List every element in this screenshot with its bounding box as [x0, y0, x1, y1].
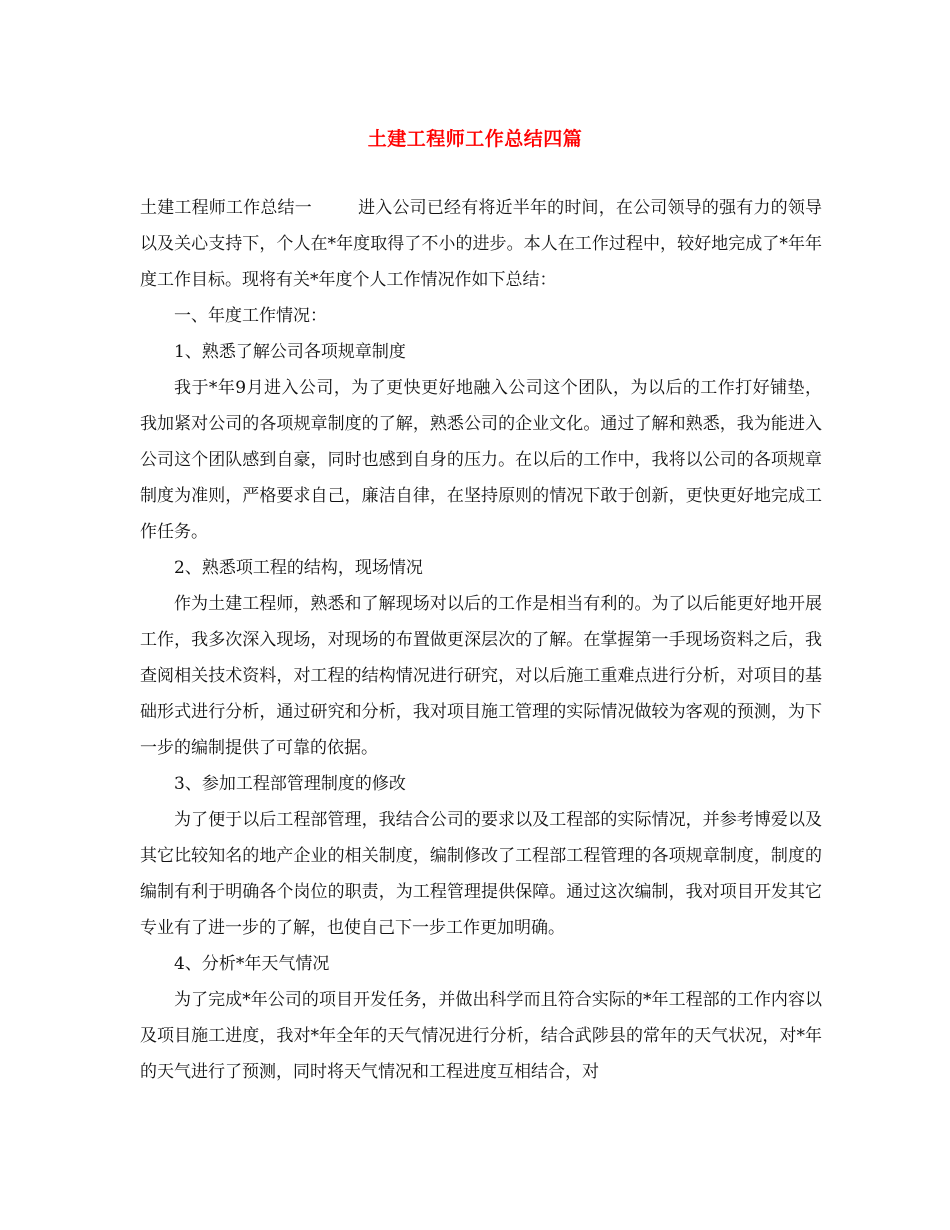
subsection-heading: 4、分析*年天气情况	[174, 954, 330, 974]
intro-paragraph	[140, 190, 822, 298]
document-title: 土建工程师工作总结四篇	[367, 128, 583, 150]
subsection-heading: 3、参加工程部管理制度的修改	[174, 774, 406, 794]
paragraph: 为了便于以后工程部管理，我结合公司的要求以及工程部的实际情况，并参考博爱以及其它比较知名的地产企业的相关制度，编制修改了工程部工程管理的各项规章制度，制度的编制有利于明确各个岗位的职责，为工程管理提供保障。通过这次编制，我对项目开发其它专业有了进一步的了解，也使自己下一步工作更加明确。	[140, 810, 822, 938]
subsection-heading: 1、熟悉了解公司各项规章制度	[174, 342, 406, 362]
section-heading: 一、年度工作情况：	[174, 306, 327, 326]
section-label: 土建工程师工作总结一	[140, 198, 312, 218]
document-body	[140, 190, 822, 1090]
paragraph: 为了完成*年公司的项目开发任务，并做出科学而且符合实际的*年工程部的工作内容以及项目施工进度，我对*年全年的天气情况进行分析，结合武陟县的常年的天气状况，对*年的天气进行了预测，同时将天气情况和工程进度互相结合，对	[140, 990, 822, 1082]
subsection-heading: 2、熟悉项工程的结构，现场情况	[174, 558, 423, 578]
paragraph: 我于*年9月进入公司，为了更快更好地融入公司这个团队，为以后的工作打好铺垫，我加紧对公司的各项规章制度的了解，熟悉公司的企业文化。通过了解和熟悉，我为能进入公司这个团队感到自豪，同时也感到自身的压力。在以后的工作中，我将以公司的各项规章制度为准则，严格要求自己，廉洁自律，在坚持原则的情况下敢于创新，更快更好地完成工作任务。	[140, 378, 822, 542]
paragraph-text: 进入公司已经有将近半年的时间，在公司领导的强有力的领导以及关心支持下，个人在*年度取得了不小的进步。本人在工作过程中，较好地完成了*年年度工作目标。现将有关*年度个人工作情况作如下总结：	[140, 198, 823, 290]
paragraph: 作为土建工程师，熟悉和了解现场对以后的工作是相当有利的。为了以后能更好地开展工作，我多次深入现场，对现场的布置做更深层次的了解。在掌握第一手现场资料之后，我查阅相关技术资料，对工程的结构情况进行研究，对以后施工重难点进行分析，对项目的基础形式进行分析，通过研究和分析，我对项目施工管理的实际情况做较为客观的预测，为下一步的编制提供了可靠的依据。	[140, 594, 822, 758]
